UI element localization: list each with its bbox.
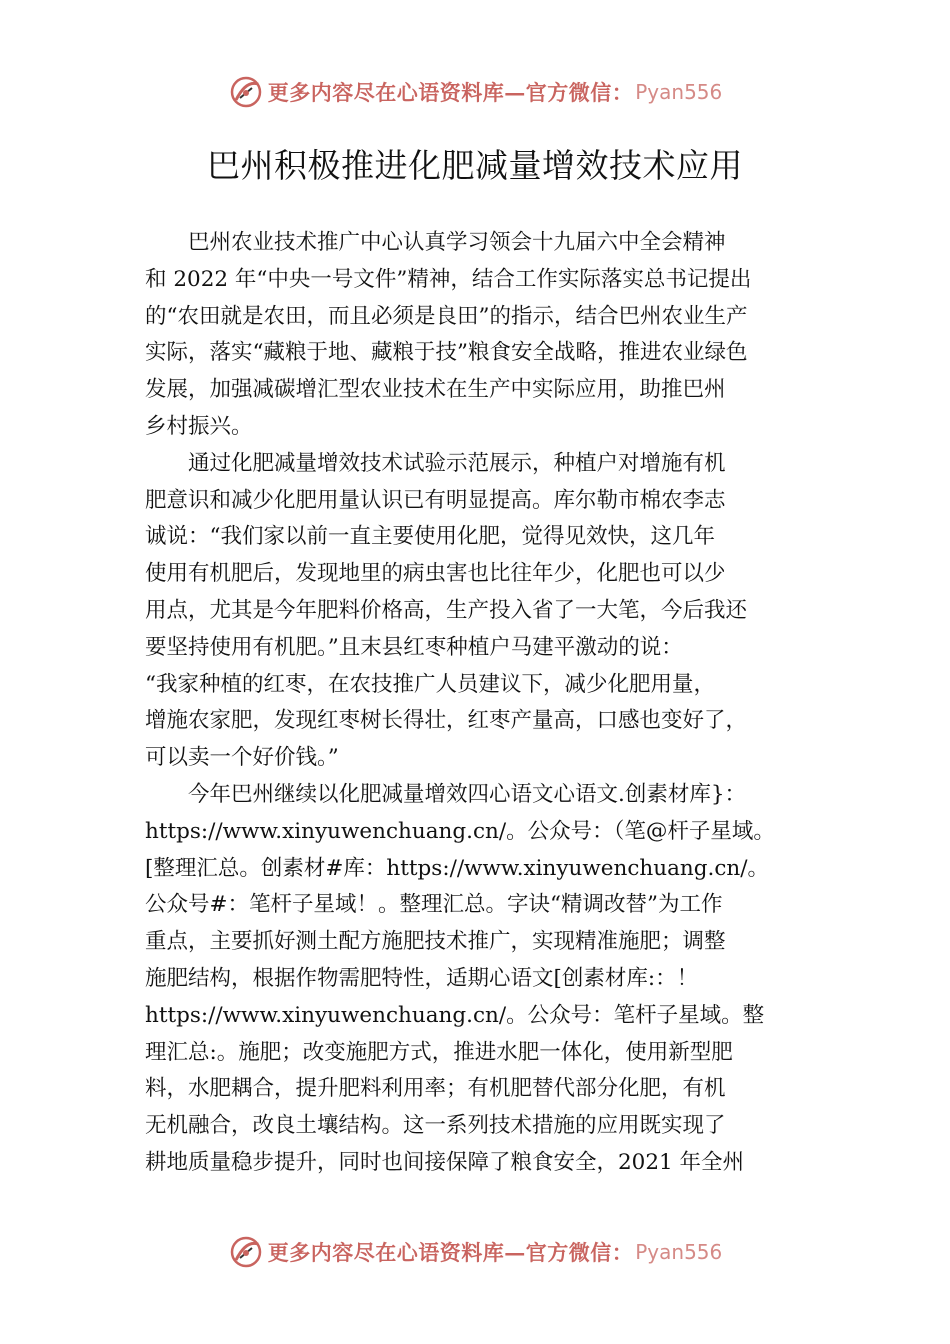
text-line: 肥意识和减少化肥用量认识已有明显提高。库尔勒市棉农李志 xyxy=(145,487,726,513)
text-line: https://www.xinyuwenchuang.cn/。公众号：笔杆子星域。整 xyxy=(145,1002,765,1028)
text-line: 理汇总:。施肥；改变施肥方式，推进水肥一体化，使用新型肥 xyxy=(145,1039,733,1065)
text-line: 今年巴州继续以化肥减量增效四心语文心语文.创素材库}： xyxy=(188,781,747,807)
text-line: 的“农田就是农田，而且必须是良田”的指示，结合巴州农业生产 xyxy=(145,303,748,329)
paragraph-1 xyxy=(145,225,810,446)
text-line: 使用有机肥后，发现地里的病虫害也比往年少，化肥也可以少 xyxy=(145,561,726,587)
text-line: 用点，尤其是今年肥料价格高，生产投入省了一大笔，今后我还 xyxy=(145,597,748,623)
text-line: 耕地质量稳步提升，同时也间接保障了粮食安全，2021 年全州 xyxy=(145,1149,745,1175)
text-line: 乡村振兴。 xyxy=(145,413,253,439)
watermark-text: 更多内容尽在心语资料库—官方微信： xyxy=(267,1240,634,1265)
watermark-banner-top xyxy=(0,72,950,112)
text-line: 重点，主要抓好测土配方施肥技术推广，实现精准施肥；调整 xyxy=(145,929,726,955)
paragraph-3 xyxy=(145,777,810,1182)
text-line: 和 2022 年“中央一号文件”精神，结合工作实际落实总书记提出 xyxy=(145,266,752,292)
text-line: 增施农家肥，发现红枣树长得壮，红枣产量高，口感也变好了， xyxy=(145,708,748,734)
text-line: 发展，加强减碳增汇型农业技术在生产中实际应用，助推巴州 xyxy=(145,377,726,403)
text-line: “我家种植的红枣，在农技推广人员建议下，减少化肥用量， xyxy=(145,671,715,697)
text-line: 要坚持使用有机肥。”且末县红枣种植户马建平激动的说： xyxy=(145,634,683,660)
text-line: 料，水肥耦合，提升肥料利用率；有机肥替代部分化肥，有机 xyxy=(145,1076,726,1102)
paragraph-2 xyxy=(145,446,810,777)
text-line: 巴州农业技术推广中心认真学习领会十九届六中全会精神 xyxy=(188,230,726,255)
watermark-wechat-id: Pyan556 xyxy=(635,1240,723,1264)
logo-icon xyxy=(228,1234,264,1270)
text-line: [整理汇总。创素材#库：https://www.xinyuwenchuang.cn/。 xyxy=(145,855,769,881)
text-line: 无机融合，改良土壤结构。这一系列技术措施的应用既实现了 xyxy=(145,1113,726,1139)
watermark-wechat-id: Pyan556 xyxy=(635,80,723,104)
document-body xyxy=(145,225,810,1182)
text-line: 诚说：“我们家以前一直主要使用化肥，觉得见效快，这几年 xyxy=(145,524,715,550)
text-line: 通过化肥减量增效技术试验示范展示，种植户对增施有机 xyxy=(188,450,726,476)
text-line: 公众号#：笔杆子星域！。整理汇总。字诀“精调改替”为工作 xyxy=(145,892,723,918)
text-line: 实际，落实“藏粮于地、藏粮于技”粮食安全战略，推进农业绿色 xyxy=(145,340,748,366)
text-line: 可以卖一个好价钱。” xyxy=(145,745,339,771)
document-title: 巴州积极推进化肥减量增效技术应用 xyxy=(207,146,743,185)
text-line: https://www.xinyuwenchuang.cn/。公众号：（笔@杆子星域。 xyxy=(145,818,775,844)
watermark-banner-bottom xyxy=(0,1232,950,1272)
text-line: 施肥结构，根据作物需肥特性，适期心语文[创素材库:：！ xyxy=(145,965,699,991)
logo-icon xyxy=(228,74,264,110)
watermark-text: 更多内容尽在心语资料库—官方微信： xyxy=(267,80,634,105)
